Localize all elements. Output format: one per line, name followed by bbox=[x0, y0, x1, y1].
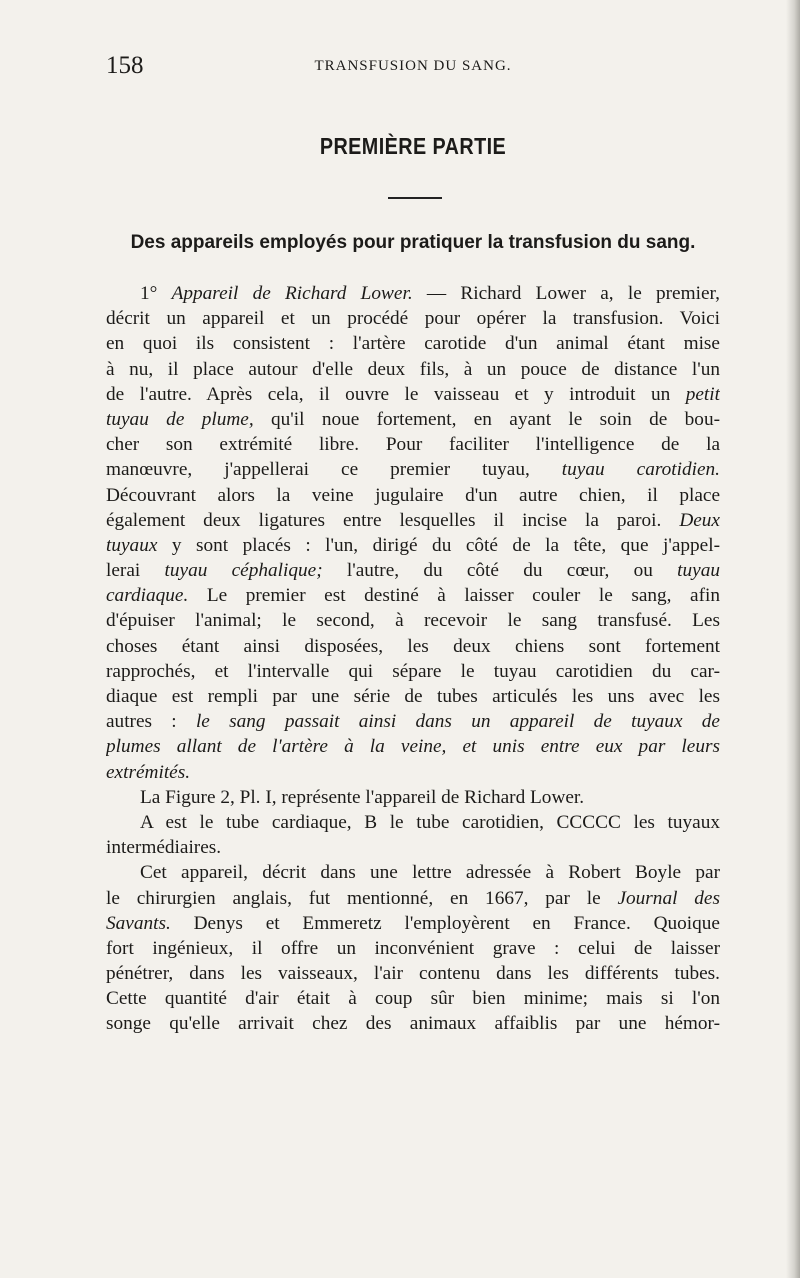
text-line: également deux ligatures entre lesquelles il incise la paroi. Deux bbox=[106, 509, 720, 531]
text-line: Savants. Denys et Emmeretz l'employèrent en France. Quoique bbox=[106, 912, 720, 934]
title-rule bbox=[388, 197, 442, 199]
text-line: de l'autre. Après cela, il ouvre le vaisseau et y introduit un petit bbox=[106, 383, 720, 405]
text-line: extrémités. bbox=[106, 761, 191, 783]
text-line: diaque est rempli par une série de tubes articulés les uns avec les bbox=[106, 686, 720, 707]
text-line: cardiaque. Le premier est destiné à laisser couler le sang, afin bbox=[106, 585, 720, 607]
text-line: plumes allant de l'artère à la veine, et unis entre eux par leurs bbox=[106, 736, 720, 758]
text-line: choses étant ainsi disposées, les deux chiens sont fortement bbox=[106, 635, 720, 657]
text-line: A est le tube cardiaque, B le tube carotidien, CCCCC les tuyaux bbox=[140, 811, 720, 833]
section-title: Des appareils employés pour pratiquer la transfusion du sang. bbox=[130, 232, 696, 253]
running-title: TRANSFUSION DU SANG. bbox=[314, 58, 512, 74]
text-line: intermédiaires. bbox=[106, 837, 222, 859]
text-line: Cet appareil, décrit dans une lettre adressée à Robert Boyle par bbox=[140, 862, 720, 884]
text-line: autres : le sang passait ainsi dans un appareil de tuyaux de bbox=[106, 711, 720, 733]
page-number: 158 bbox=[106, 52, 144, 79]
text-line: cher son extrémité libre. Pour faciliter l'intelligence de la bbox=[106, 434, 720, 456]
text-line: lerai tuyau céphalique; l'autre, du côté du cœur, ou tuyau bbox=[106, 560, 720, 582]
text-line: en quoi ils consistent : l'artère carotide d'un animal étant mise bbox=[106, 333, 720, 355]
text-line: fort ingénieux, il offre un inconvénient grave : celui de laisser bbox=[106, 937, 720, 959]
text-line: Découvrant alors la veine jugulaire d'un autre chien, il place bbox=[106, 484, 720, 506]
page-edge-shadow bbox=[786, 0, 800, 1278]
running-head bbox=[106, 52, 720, 80]
text-line: La Figure 2, Pl. I, représente l'appareil de Richard Lower. bbox=[140, 786, 585, 808]
text-line: le chirurgien anglais, fut mentionné, en 1667, par le Journal des bbox=[106, 887, 720, 909]
text-line: tuyaux y sont placés : l'un, dirigé du côté de la tête, que j'appel- bbox=[106, 534, 720, 556]
text-line: 1° Appareil de Richard Lower. — Richard Lower a, le premier, bbox=[140, 283, 720, 304]
text-line: d'épuiser l'animal; le second, à recevoir le sang transfusé. Les bbox=[106, 610, 720, 632]
text-line: tuyau de plume, qu'il noue fortement, en ayant le soin de bou- bbox=[106, 408, 720, 430]
text-line: songe qu'elle arrivait chez des animaux affaiblis par une hémor- bbox=[106, 1013, 720, 1035]
text-line: décrit un appareil et un procédé pour opérer la transfusion. Voici bbox=[106, 308, 720, 330]
part-title: PREMIÈRE PARTIE bbox=[319, 133, 507, 159]
text-line: à nu, il place autour d'elle deux fils, à un pouce de distance l'un bbox=[106, 358, 720, 380]
text-line: pénétrer, dans les vaisseaux, l'air contenu dans les différents tubes. bbox=[106, 963, 720, 985]
text-line: rapprochés, et l'intervalle qui sépare le tuyau carotidien du car- bbox=[106, 660, 720, 682]
text-line: manœuvre, j'appellerai ce premier tuyau, tuyau carotidien. bbox=[106, 459, 720, 481]
text-line: Cette quantité d'air était à coup sûr bien minime; mais si l'on bbox=[106, 988, 720, 1010]
body-text bbox=[106, 281, 720, 1037]
